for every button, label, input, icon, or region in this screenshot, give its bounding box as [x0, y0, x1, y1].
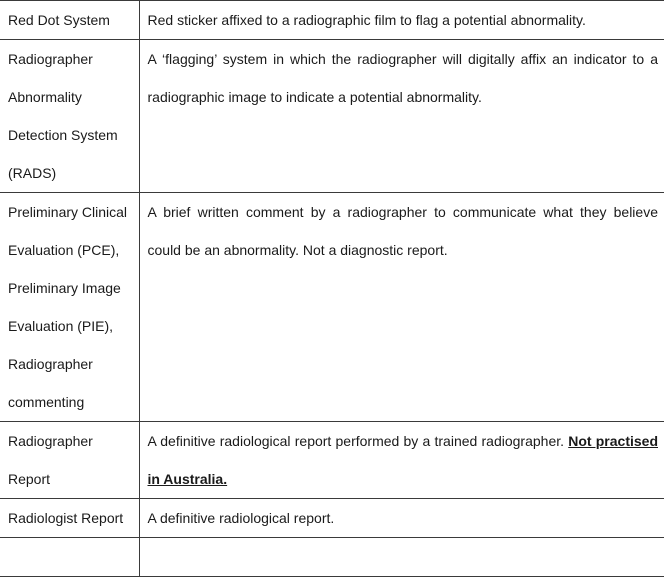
table-row [0, 422, 664, 499]
empty-definition-cell [139, 538, 664, 577]
empty-table-row [0, 538, 664, 577]
definition-text: A definitive radiological report. [147, 510, 335, 526]
term-text: Radiographer [8, 51, 93, 67]
term-cell [0, 193, 139, 422]
table-row [0, 1, 664, 40]
term-text: Red Dot System [8, 12, 110, 28]
term-text: Radiographer [8, 433, 93, 449]
emphasis-note: Not practised in Australia. [147, 433, 658, 487]
definition-cell [139, 40, 664, 193]
term-text: Evaluation (PIE), [8, 318, 114, 334]
table-row [0, 193, 664, 422]
definition-cell [139, 422, 664, 499]
term-text: Report [8, 471, 51, 487]
term-text: Radiologist Report [8, 510, 124, 526]
table-row [0, 499, 664, 538]
table-row [0, 40, 664, 193]
term-cell [0, 422, 139, 499]
definition-text: Red sticker affixed to a radiographic film to flag a potential abnormality. [147, 12, 586, 28]
term-text: commenting [8, 394, 85, 410]
term-text: Preliminary Image [8, 280, 121, 296]
definition-text: A brief written comment by a radiographer to communicate what they believe could be an abnormality. Not a diagnostic report. [147, 204, 658, 258]
term-text: Abnormality [8, 89, 82, 105]
term-text: Radiographer [8, 356, 93, 372]
term-text: Detection System [8, 127, 118, 143]
definition-cell [139, 193, 664, 422]
term-cell [0, 40, 139, 193]
definition-cell [139, 499, 664, 538]
term-text: (RADS) [8, 165, 57, 181]
definition-cell [139, 1, 664, 40]
term-cell [0, 499, 139, 538]
term-text: Preliminary Clinical [8, 204, 128, 220]
definition-text: A definitive radiological report performed by a trained radiographer. [147, 433, 565, 449]
term-text: Evaluation (PCE), [8, 242, 120, 258]
term-cell [0, 1, 139, 40]
definition-text: A ‘flagging’ system in which the radiographer will digitally affix an indicator to a radiographic image to indicate a potential abnormality. [147, 51, 658, 105]
empty-term-cell [0, 538, 139, 577]
